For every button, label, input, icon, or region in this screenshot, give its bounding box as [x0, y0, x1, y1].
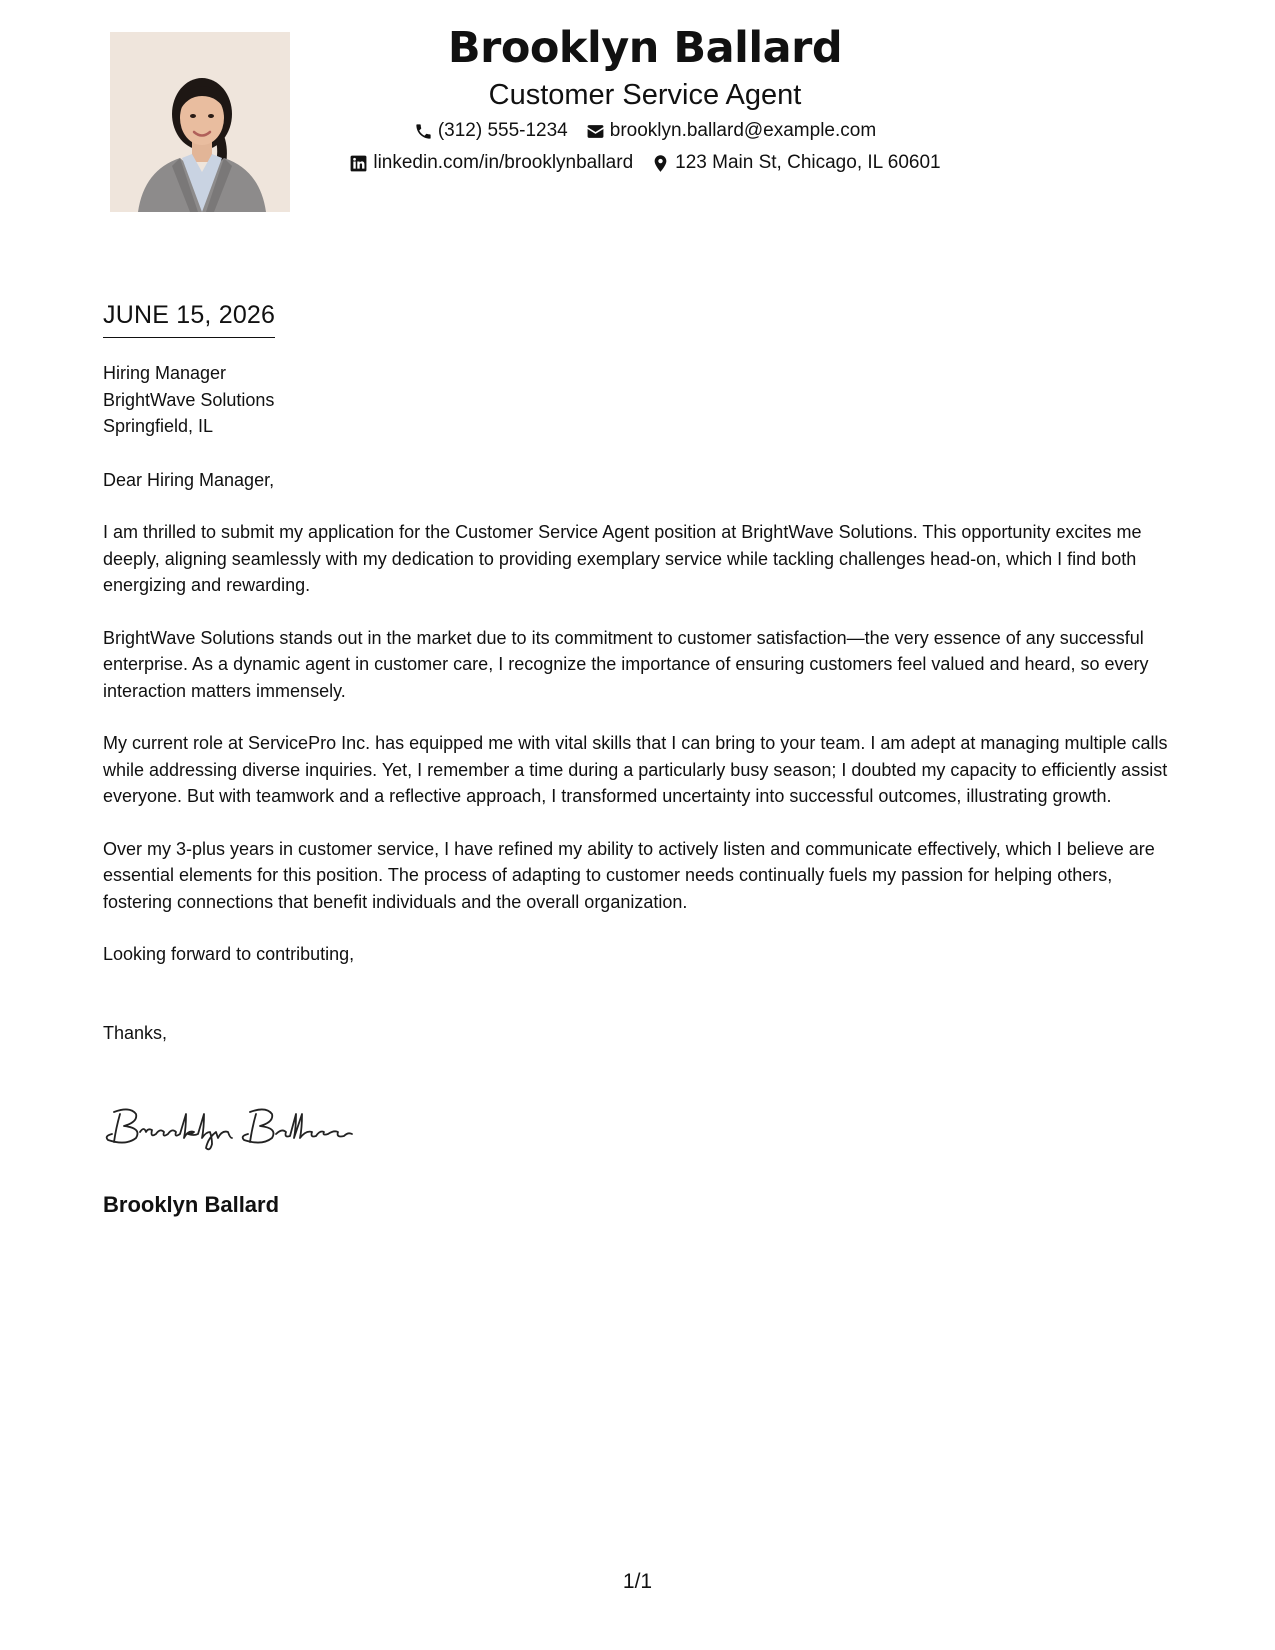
- paragraph-2: BrightWave Solutions stands out in the market due to its commitment to customer satisfaction—the very essence of any successful enterprise. As a dynamic agent in customer care, I recognize the importance of ensuring customers feel valued and heard, so every interaction matters immensely.: [103, 627, 1149, 701]
- phone-number: (312) 555-1234: [437, 120, 568, 141]
- closing-line: Looking forward to contributing,: [103, 944, 355, 964]
- street-address: 123 Main St, Chicago, IL 60601: [675, 152, 941, 173]
- profile-photo: [110, 32, 290, 212]
- map-marker-icon: [651, 154, 670, 173]
- letter-date: JUNE 15, 2026: [103, 300, 275, 338]
- contact-phone[interactable]: [414, 120, 568, 142]
- contact-row-primary: [290, 120, 1000, 142]
- recipient-block: [103, 360, 1183, 440]
- contact-address: [651, 152, 940, 174]
- page-number: 1/1: [622, 1570, 653, 1593]
- recipient-company: BrightWave Solutions: [103, 389, 275, 410]
- applicant-name: Brooklyn Ballard: [447, 23, 843, 73]
- contact-linkedin[interactable]: [349, 152, 633, 174]
- recipient-location: Springfield, IL: [103, 416, 214, 436]
- applicant-title: Customer Service Agent: [488, 79, 802, 111]
- signed-name: Brooklyn Ballard: [103, 1192, 280, 1217]
- phone-icon: [414, 122, 433, 141]
- header: [290, 18, 1000, 174]
- linkedin-url: linkedin.com/in/brooklynballard: [373, 152, 634, 173]
- salutation: Dear Hiring Manager,: [103, 469, 275, 490]
- recipient-title: Hiring Manager: [103, 363, 227, 383]
- handwritten-signature: [100, 1098, 370, 1158]
- paragraph-3: My current role at ServicePro Inc. has equipped me with vital skills that I can bring to your team. I am adept at managing multiple calls while addressing diverse inquiries. Yet, I remember a time during a particularly busy season; I doubted my capacity to efficiently assist everyone. But with teamwork and a reflective approach, I transformed uncertainty into successful outcomes, illustrating growth.: [103, 733, 1168, 806]
- contact-email[interactable]: [586, 120, 876, 142]
- sign-off: Thanks,: [103, 1022, 168, 1043]
- paragraph-1: I am thrilled to submit my application for the Customer Service Agent position at BrightWave Solutions. This opportunity excites me deeply, aligning seamlessly with my dedication to providing exemplary service while tackling challenges head-on, which I find both energizing and rewarding.: [103, 522, 1142, 595]
- email-address: brooklyn.ballard@example.com: [609, 120, 877, 141]
- linkedin-icon: [349, 154, 368, 173]
- letter-body: [103, 360, 1183, 1046]
- envelope-icon: [586, 122, 605, 141]
- contact-row-secondary: [290, 152, 1000, 174]
- paragraph-4: Over my 3-plus years in customer service, I have refined my ability to actively listen and communicate effectively, which I believe are essential elements for this position. The process of adapting to customer needs continually fuels my passion for helping others, fostering connections that benefit individuals and the overall organization.: [103, 838, 1155, 912]
